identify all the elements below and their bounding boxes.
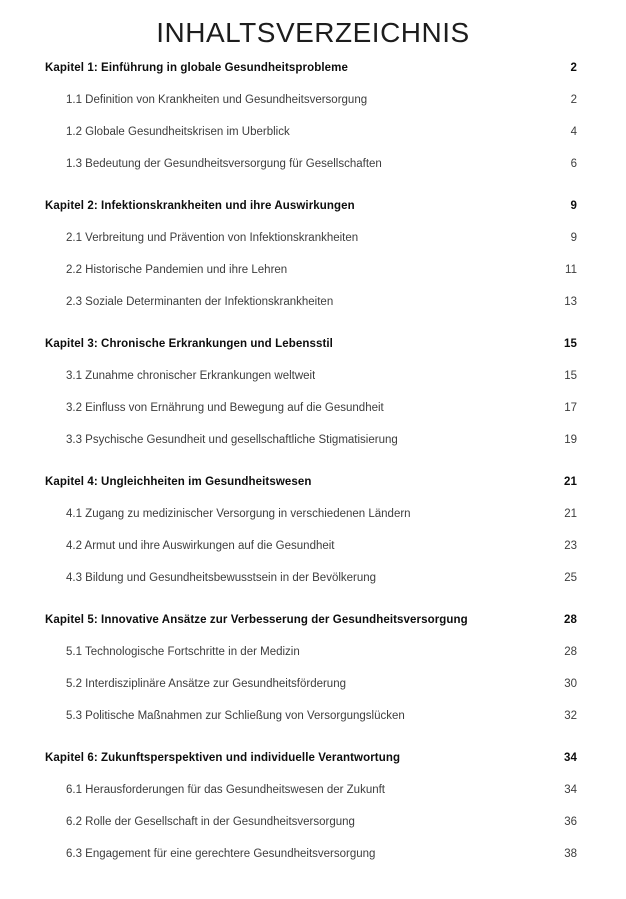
section-row bbox=[45, 562, 577, 594]
chapter-page-number: 28 bbox=[564, 614, 577, 626]
section-row bbox=[45, 222, 577, 254]
section-title: 3.1 Zunahme chronischer Erkrankungen weltweit bbox=[66, 370, 316, 382]
section-page-number: 30 bbox=[564, 678, 577, 690]
chapter-page-number: 2 bbox=[570, 62, 577, 74]
section-row bbox=[45, 286, 577, 318]
chapter-group bbox=[45, 466, 577, 594]
section-page-number: 23 bbox=[564, 540, 577, 552]
chapter-group bbox=[45, 190, 577, 318]
toc-page bbox=[0, 14, 626, 899]
section-title: 6.3 Engagement für eine gerechtere Gesundheitsversorgung bbox=[66, 848, 376, 860]
chapter-page-number: 21 bbox=[564, 476, 577, 488]
chapter-title: Kapitel 3: Chronische Erkrankungen und Lebensstil bbox=[45, 338, 333, 350]
section-title: 1.1 Definition von Krankheiten und Gesundheitsversorgung bbox=[66, 94, 368, 106]
chapter-group bbox=[45, 742, 577, 870]
section-title: 5.3 Politische Maßnahmen zur Schließung von Versorgungslücken bbox=[66, 710, 405, 722]
section-row bbox=[45, 116, 577, 148]
section-row bbox=[45, 498, 577, 530]
section-title: 2.1 Verbreitung und Prävention von Infektionskrankheiten bbox=[66, 232, 359, 244]
section-page-number: 32 bbox=[564, 710, 577, 722]
toc-list bbox=[0, 52, 626, 870]
chapter-heading-row bbox=[45, 742, 577, 774]
section-title: 5.1 Technologische Fortschritte in der Medizin bbox=[66, 646, 300, 658]
section-row bbox=[45, 668, 577, 700]
chapter-heading-row bbox=[45, 466, 577, 498]
section-page-number: 38 bbox=[564, 848, 577, 860]
chapter-page-number: 34 bbox=[564, 752, 577, 764]
section-row bbox=[45, 424, 577, 456]
chapter-page-number: 15 bbox=[564, 338, 577, 350]
section-row bbox=[45, 636, 577, 668]
chapter-heading-row bbox=[45, 190, 577, 222]
section-page-number: 21 bbox=[564, 508, 577, 520]
section-page-number: 4 bbox=[570, 126, 577, 138]
chapter-heading-row bbox=[45, 604, 577, 636]
section-page-number: 11 bbox=[565, 264, 577, 276]
section-row bbox=[45, 838, 577, 870]
section-row bbox=[45, 530, 577, 562]
section-page-number: 19 bbox=[564, 434, 577, 446]
section-page-number: 28 bbox=[564, 646, 577, 658]
chapter-title: Kapitel 6: Zukunftsperspektiven und individuelle Verantwortung bbox=[45, 752, 401, 764]
chapter-title: Kapitel 4: Ungleichheiten im Gesundheitswesen bbox=[45, 476, 312, 488]
chapter-title: Kapitel 2: Infektionskrankheiten und ihre Auswirkungen bbox=[45, 200, 355, 212]
section-title: 6.1 Herausforderungen für das Gesundheitswesen der Zukunft bbox=[66, 784, 385, 796]
chapter-title: Kapitel 5: Innovative Ansätze zur Verbesserung der Gesundheitsversorgung bbox=[45, 614, 468, 626]
section-row bbox=[45, 254, 577, 286]
section-title: 3.3 Psychische Gesundheit und gesellschaftliche Stigmatisierung bbox=[66, 434, 398, 446]
section-page-number: 13 bbox=[564, 296, 577, 308]
section-title: 3.2 Einfluss von Ernährung und Bewegung auf die Gesundheit bbox=[66, 402, 384, 414]
chapter-group bbox=[45, 604, 577, 732]
page-title: INHALTSVERZEICHNIS bbox=[156, 17, 470, 48]
section-page-number: 9 bbox=[570, 232, 577, 244]
section-page-number: 25 bbox=[564, 572, 577, 584]
section-title: 1.3 Bedeutung der Gesundheitsversorgung für Gesellschaften bbox=[66, 158, 382, 170]
section-row bbox=[45, 806, 577, 838]
chapter-page-number: 9 bbox=[570, 200, 577, 212]
section-row bbox=[45, 700, 577, 732]
chapter-heading-row bbox=[45, 52, 577, 84]
section-row bbox=[45, 84, 577, 116]
chapter-group bbox=[45, 328, 577, 456]
section-title: 4.3 Bildung und Gesundheitsbewusstsein in der Bevölkerung bbox=[66, 572, 377, 584]
section-title: 1.2 Globale Gesundheitskrisen im Überblick bbox=[66, 126, 290, 138]
section-row bbox=[45, 392, 577, 424]
chapter-heading-row bbox=[45, 328, 577, 360]
section-title: 2.3 Soziale Determinanten der Infektionskrankheiten bbox=[66, 296, 334, 308]
section-title: 4.1 Zugang zu medizinischer Versorgung in verschiedenen Ländern bbox=[66, 508, 411, 520]
section-page-number: 15 bbox=[564, 370, 577, 382]
chapter-group bbox=[45, 52, 577, 180]
section-title: 2.2 Historische Pandemien und ihre Lehren bbox=[66, 264, 288, 276]
section-row bbox=[45, 774, 577, 806]
section-title: 6.2 Rolle der Gesellschaft in der Gesundheitsversorgung bbox=[66, 816, 355, 828]
section-row bbox=[45, 360, 577, 392]
section-page-number: 2 bbox=[570, 94, 577, 106]
section-row bbox=[45, 148, 577, 180]
section-page-number: 34 bbox=[564, 784, 577, 796]
section-page-number: 36 bbox=[564, 816, 577, 828]
chapter-title: Kapitel 1: Einführung in globale Gesundheitsprobleme bbox=[45, 62, 348, 74]
section-title: 4.2 Armut und ihre Auswirkungen auf die Gesundheit bbox=[66, 540, 335, 552]
section-title: 5.2 Interdisziplinäre Ansätze zur Gesundheitsförderung bbox=[66, 678, 346, 690]
section-page-number: 6 bbox=[570, 158, 577, 170]
section-page-number: 17 bbox=[564, 402, 577, 414]
